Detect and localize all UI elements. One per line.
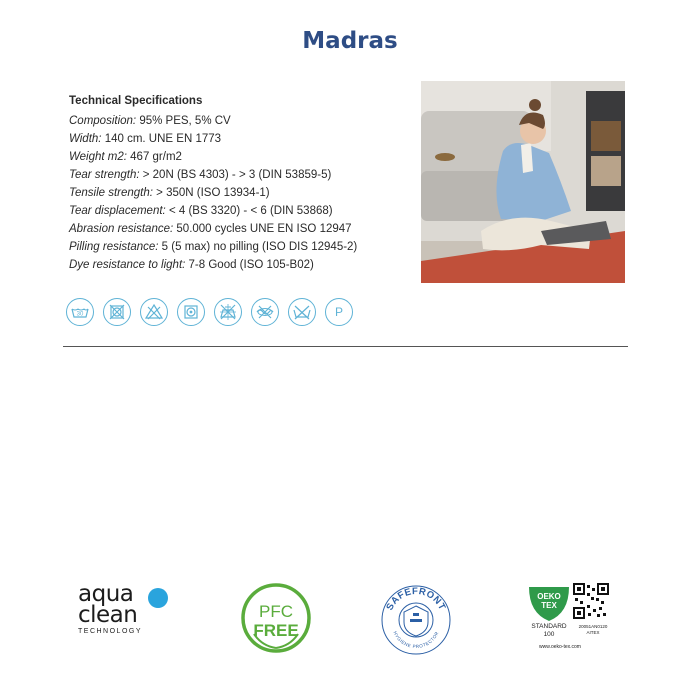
safefront-top-text: SAFEFRONT: [384, 585, 448, 613]
no-wring-icon: [251, 298, 279, 326]
oeko-tex-logo: [525, 583, 625, 655]
spec-label: Dye resistance to light:: [69, 259, 186, 271]
svg-text:SAFEFRONT: [384, 586, 447, 612]
spec-value: 140 cm. UNE EN 1773: [101, 133, 222, 145]
svg-text:HYGIENE PROTECTOR: [392, 630, 439, 649]
oeko-standard-line2: 100: [543, 631, 555, 638]
spec-row: [69, 202, 409, 220]
qr-code-icon: [573, 583, 609, 619]
wash-30-icon: [66, 298, 94, 326]
aquaclean-logo: [78, 581, 178, 648]
spec-row: [69, 256, 409, 274]
product-photo: [421, 81, 625, 283]
spec-label: Tear strength:: [69, 169, 140, 181]
spec-label: Width:: [69, 133, 102, 145]
spec-value: 5 (5 max) no pilling (ISO DIS 12945-2): [158, 241, 358, 253]
aquaclean-drop-icon: [148, 588, 168, 608]
oeko-badge-line2: TEX: [541, 601, 557, 610]
oeko-url: www.oeko-tex.com: [539, 644, 581, 650]
spec-value: < 4 (BS 3320) - < 6 (DIN 53868): [165, 205, 333, 217]
spec-label: Abrasion resistance:: [69, 223, 174, 235]
spec-label: Tensile strength:: [69, 187, 153, 199]
spec-value: 50.000 cycles UNE EN ISO 12947: [173, 223, 352, 235]
pfc-free-logo: [240, 582, 312, 654]
spec-row: [69, 166, 409, 184]
safefront-bottom-text: HYGIENE PROTECTOR: [392, 630, 440, 650]
spec-value: > 20N (BS 4303) - > 3 (DIN 53859-5): [139, 169, 332, 181]
professional-clean-icon: [325, 298, 353, 326]
spec-row: [69, 220, 409, 238]
no-iron-icon: [214, 298, 242, 326]
spec-value: > 350N (ISO 13934-1): [152, 187, 270, 199]
spec-row: [69, 112, 409, 130]
oeko-standard-line1: STANDARD: [531, 623, 567, 630]
specs-heading: Technical Specifications: [69, 95, 203, 107]
spec-row: [69, 184, 409, 202]
spec-row: [69, 148, 409, 166]
wash-temperature: 30: [76, 311, 84, 318]
spec-value: 467 gr/m2: [126, 151, 182, 163]
spec-value: 7-8 Good (ISO 105-B02): [185, 259, 314, 271]
section-divider: [63, 346, 628, 347]
care-icons: [66, 298, 353, 326]
spec-row: [69, 238, 409, 256]
woman-on-sofa-illustration: [421, 81, 625, 283]
pfc-line2: FREE: [253, 621, 299, 640]
aquaclean-subtitle: TECHNOLOGY: [78, 628, 143, 635]
spec-value: 95% PES, 5% CV: [136, 115, 231, 127]
oeko-badge-line1: OEKO: [537, 592, 561, 601]
pfc-line1: PFC: [259, 602, 293, 621]
spec-label: Composition:: [69, 115, 137, 127]
dry-clean-icon: [177, 298, 205, 326]
no-tumble-dry-icon: [103, 298, 131, 326]
safefront-logo: [380, 584, 452, 656]
spec-label: Pilling resistance:: [69, 241, 159, 253]
spec-label: Tear displacement:: [69, 205, 166, 217]
no-bleach-icon: [140, 298, 168, 326]
aquaclean-line1: aqua: [78, 581, 134, 607]
oeko-standard: [525, 623, 573, 639]
oeko-certificate-code: 20051AN0120: [578, 624, 608, 629]
oeko-tex-badge: [525, 583, 573, 623]
oeko-certificate-institute: AITEX: [586, 630, 600, 635]
spec-label: Weight m2:: [69, 151, 127, 163]
spec-row: [69, 130, 409, 148]
technical-specifications: [69, 95, 409, 274]
no-chlorine-icon: [288, 298, 316, 326]
page-title: Madras: [302, 28, 398, 54]
oeko-certificate: [575, 624, 611, 636]
aquaclean-line2: clean: [78, 602, 138, 628]
professional-clean-letter: P: [334, 305, 343, 319]
